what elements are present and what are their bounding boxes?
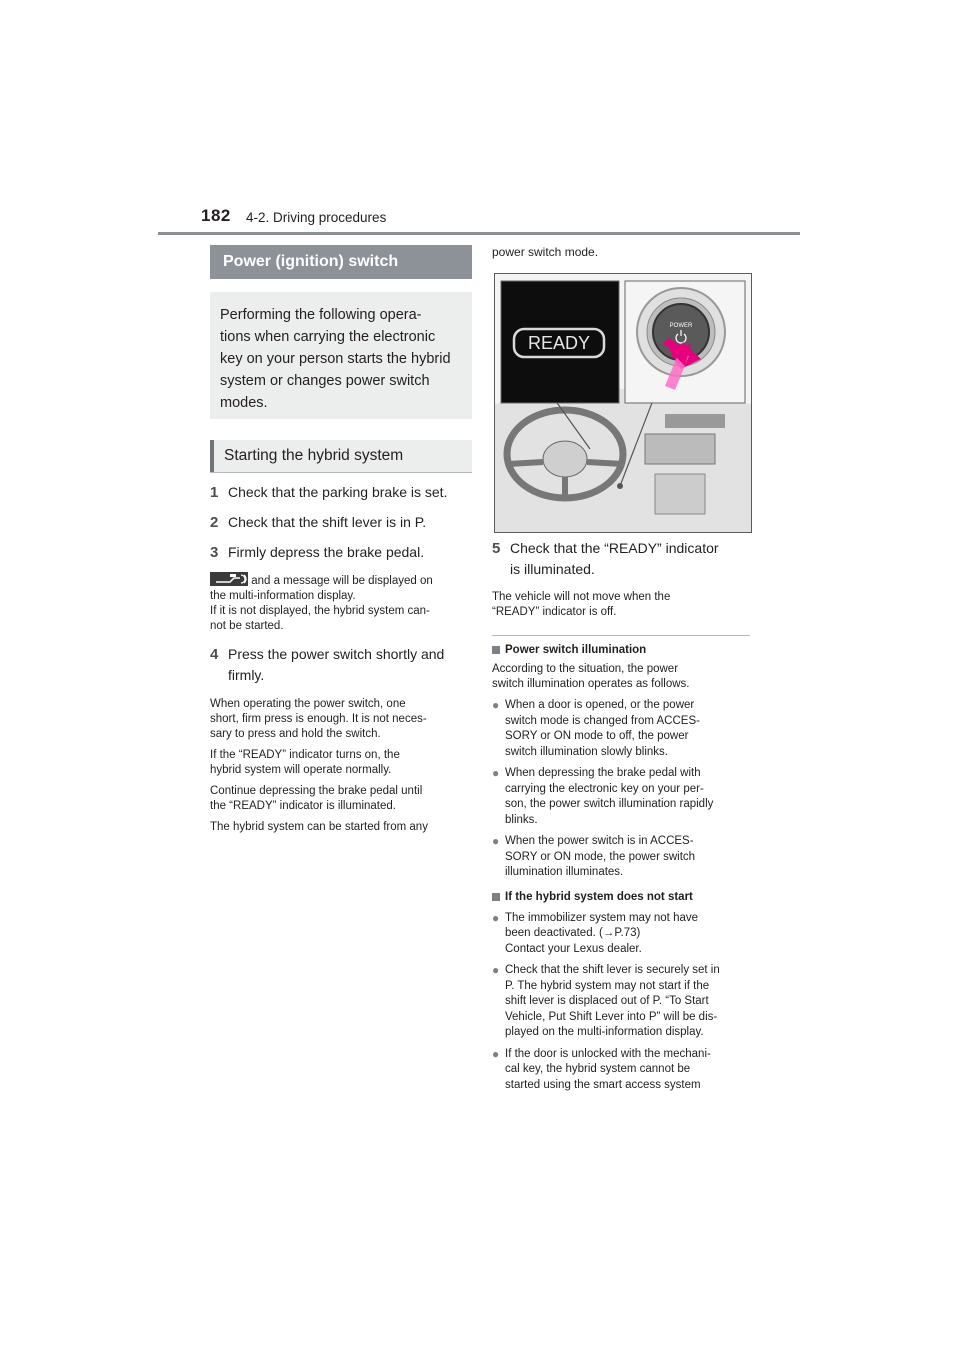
note-line: the multi-information display.: [210, 590, 356, 602]
step-3: [210, 542, 472, 563]
starting-hybrid-heading: Starting the hybrid system: [210, 440, 472, 472]
bullet-line: illumination illuminates.: [505, 866, 624, 878]
right-column: [492, 245, 752, 260]
step-text: Check that the “READY” indicator: [510, 540, 719, 556]
list-item: [492, 834, 752, 881]
page-number: 182: [201, 206, 231, 225]
circle-bullet-icon: ●: [492, 1046, 500, 1061]
step-5-note: [492, 590, 752, 620]
paragraph-line: hybrid system will operate normally.: [210, 764, 392, 776]
paragraph: [210, 784, 472, 814]
ready-indicator-text: READY: [527, 333, 591, 353]
intro-line: switch illumination operates as follows.: [492, 678, 690, 690]
note-line: not be started.: [210, 620, 284, 632]
circle-bullet-icon: ●: [492, 698, 500, 712]
left-column: [210, 245, 472, 835]
bullet-line: shift lever is displaced out of P. “To Start: [505, 995, 709, 1007]
step-text: Press the power switch shortly and: [228, 646, 445, 662]
continued-text: power switch mode.: [492, 245, 599, 259]
step-text: Check that the shift lever is in P.: [228, 514, 427, 530]
paragraph-line: sary to press and hold the switch.: [210, 728, 381, 740]
paragraph: [210, 748, 472, 778]
circle-bullet-icon: ●: [492, 910, 500, 925]
power-button-label: POWER: [669, 323, 693, 329]
step-number: 2: [210, 514, 219, 531]
header-rule: [158, 232, 800, 235]
list-item: [492, 963, 752, 1041]
heading-text: If the hybrid system does not start: [505, 890, 693, 903]
heading-text: Power switch illumination: [505, 644, 647, 656]
square-bullet-icon: [492, 893, 500, 901]
bullet-line: The immobilizer system may not have: [505, 911, 699, 924]
paragraph-line: short, firm press is enough. It is not neces-: [210, 713, 427, 725]
paragraph: [210, 820, 472, 835]
list-item: [492, 911, 752, 958]
paragraph: [210, 697, 472, 742]
step-number: 3: [210, 544, 219, 561]
intro-line: According to the situation, the power: [492, 663, 679, 675]
note-line: The vehicle will not move when the: [492, 591, 671, 603]
dashboard-drawing: [495, 274, 751, 532]
bullet-line: switch illumination slowly blinks.: [505, 745, 668, 758]
circle-bullet-icon: ●: [492, 963, 500, 977]
divider: [492, 635, 750, 636]
step-1: [210, 482, 472, 503]
intro-line: Performing the following opera-: [220, 307, 422, 323]
bullet-line: carrying the electronic key on your per-: [505, 782, 704, 795]
list-item: [492, 698, 752, 760]
step-3-note: [210, 572, 472, 634]
note-line: “READY” indicator is off.: [492, 606, 617, 618]
step-2: [210, 512, 472, 533]
bullet-line: blinks.: [505, 813, 538, 826]
step-text: firmly.: [228, 667, 265, 683]
paragraph-line: If the “READY” indicator turns on, the: [210, 749, 400, 761]
step-text: is illuminated.: [510, 561, 595, 577]
intro-line: system or changes power switch: [220, 373, 430, 389]
bullet-line: SORY or ON mode, the power switch: [505, 850, 696, 863]
circle-bullet-icon: ●: [492, 834, 500, 848]
paragraph-line: The hybrid system can be started from any: [210, 821, 428, 833]
step-number: 4: [210, 646, 219, 663]
bullet-line: When depressing the brake pedal with: [505, 767, 701, 779]
bullet-line: Check that the shift lever is securely set in: [505, 964, 720, 976]
bullet-line: been deactivated. (→P.73): [505, 927, 641, 939]
intro-line: key on your person starts the hybrid: [220, 351, 451, 367]
brake-indicator-icon: [210, 572, 248, 586]
paragraph-line: When operating the power switch, one: [210, 698, 406, 710]
bullet-line: Contact your Lexus dealer.: [505, 942, 642, 955]
step-text: Check that the parking brake is set.: [228, 484, 448, 500]
bullet-line: switch mode is changed from ACCES-: [505, 714, 700, 727]
power-switch-heading: Power (ignition) switch: [210, 245, 472, 279]
list-item: [492, 1047, 752, 1094]
circle-bullet-icon: ●: [492, 766, 500, 780]
step-number: 5: [492, 540, 501, 557]
square-bullet-icon: [492, 646, 500, 654]
step-text: Firmly depress the brake pedal.: [228, 544, 425, 560]
bullet-line: SORY or ON mode to off, the power: [505, 730, 689, 742]
bullet-line: son, the power switch illumination rapidly: [505, 798, 714, 810]
bullet-line: played on the multi-information display.: [505, 1026, 704, 1038]
dashboard-illustration: [494, 273, 752, 533]
note-line: If it is not displayed, the hybrid system can-: [210, 605, 430, 617]
step-5: [492, 538, 752, 580]
step-4: [210, 644, 472, 686]
list-item: [492, 766, 752, 828]
intro-line: tions when carrying the electronic: [220, 329, 436, 345]
bullet-line: P. The hybrid system may not start if the: [505, 979, 710, 992]
bullet-line: When a door is opened, or the power: [505, 699, 695, 711]
illumination-heading: [492, 644, 752, 656]
no-start-heading: [492, 891, 752, 903]
intro-box: [210, 292, 472, 419]
note-line: and a message will be displayed on: [248, 575, 433, 587]
paragraph-line: Continue depressing the brake pedal until: [210, 785, 423, 797]
bullet-line: cal key, the hybrid system cannot be: [505, 1063, 691, 1075]
section-title: 4-2. Driving procedures: [246, 210, 387, 225]
intro-line: modes.: [220, 395, 268, 411]
subsection-rule: [210, 472, 472, 473]
bullet-line: If the door is unlocked with the mechani-: [505, 1047, 711, 1060]
bullet-line: When the power switch is in ACCES-: [505, 835, 694, 847]
step-number: 1: [210, 484, 219, 501]
paragraph-line: the “READY” indicator is illuminated.: [210, 800, 396, 812]
illumination-intro: [492, 662, 752, 692]
bullet-line: started using the smart access system: [505, 1078, 701, 1091]
right-lower: [492, 538, 752, 1093]
bullet-line: Vehicle, Put Shift Lever into P” will be dis-: [505, 1010, 718, 1023]
